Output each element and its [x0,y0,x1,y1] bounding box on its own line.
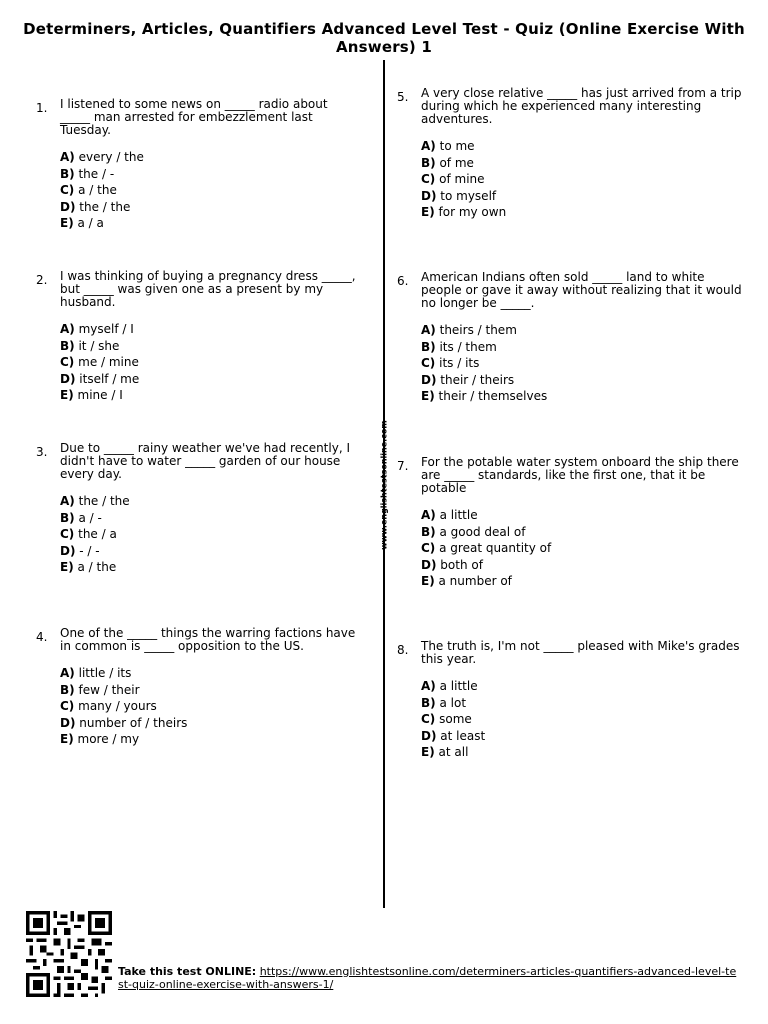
option-text: me / mine [78,355,139,369]
answer-option[interactable] [60,182,356,199]
option-letter: E) [421,574,435,588]
question-number: 1. [36,101,48,115]
option-text: a / the [78,183,117,197]
question-text: I listened to some news on _____ radio about _____ man arrested for embezzlement last Tuesday. [60,97,328,137]
answer-option[interactable] [421,540,742,557]
option-text: the / a [78,527,117,541]
option-letter: D) [421,188,437,203]
answer-option[interactable] [421,372,742,389]
question-text: For the potable water system onboard the ship there are _____ standards, like the first one, that it be potable [421,455,739,495]
answer-option[interactable] [60,215,356,232]
answer-options [60,665,356,748]
option-text: a good deal of [439,524,526,539]
option-letter: A) [60,494,75,508]
option-text: of me [439,155,474,170]
answer-options [421,138,742,221]
option-letter: D) [60,199,76,214]
answer-option[interactable] [421,188,742,205]
option-letter: C) [60,355,75,369]
answer-option[interactable] [60,371,356,388]
page-title: Determiners, Articles, Quantifiers Advanced Level Test - Quiz (Online Exercise With Answers) 1 [23,20,745,56]
option-letter: D) [60,715,76,730]
question-6 [397,271,742,405]
option-letter: D) [421,372,437,387]
question-number: 2. [36,273,48,287]
option-text: for my own [438,205,507,219]
answer-option[interactable] [60,698,356,715]
question-number: 4. [36,630,48,644]
option-letter: C) [421,356,436,370]
question-7 [397,456,742,590]
option-text: a little [439,508,478,522]
answer-option[interactable] [421,728,742,745]
option-letter: E) [421,745,435,759]
option-letter: C) [421,712,436,726]
option-letter: E) [421,389,435,403]
option-text: little / its [78,666,132,680]
option-letter: E) [60,732,74,746]
answer-options [60,321,356,404]
answer-option[interactable] [60,510,356,527]
question-text: Due to _____ rainy weather we've had recently, I didn't have to water _____ garden of our house every day. [60,441,350,481]
answer-option[interactable] [60,338,356,355]
answer-option[interactable] [421,171,742,188]
option-letter: B) [60,166,75,181]
option-letter: B) [421,339,436,354]
question-2 [36,270,356,404]
answer-option[interactable] [421,355,742,372]
option-text: the / the [78,494,130,508]
option-letter: B) [60,682,75,697]
answer-option[interactable] [60,526,356,543]
option-letter: A) [421,679,436,693]
option-text: few / their [78,682,140,697]
answer-option[interactable] [421,507,742,524]
option-text: some [439,712,472,726]
answer-option[interactable] [421,138,742,155]
question-5 [397,87,742,221]
option-text: myself / I [78,322,134,336]
option-text: many / yours [78,699,157,713]
answer-option[interactable] [60,559,356,576]
option-letter: C) [60,183,75,197]
option-letter: D) [421,557,437,572]
option-text: a / - [78,510,102,525]
answer-option[interactable] [60,715,356,732]
answer-options [421,322,742,405]
answer-option[interactable] [60,543,356,560]
option-text: the / - [78,166,115,181]
question-4 [36,627,356,748]
option-text: their / themselves [438,389,548,403]
question-number: 8. [397,643,409,657]
option-letter: C) [421,172,436,186]
option-text: a lot [439,695,467,710]
option-text: both of [440,557,483,572]
answer-option[interactable] [421,695,742,712]
option-letter: C) [60,527,75,541]
option-text: - / - [79,543,100,558]
answer-option[interactable] [60,199,356,216]
answer-option[interactable] [421,573,742,590]
answer-option[interactable] [60,493,356,510]
option-text: mine / I [77,388,123,402]
answer-option[interactable] [421,557,742,574]
answer-option[interactable] [60,321,356,338]
question-text: A very close relative _____ has just arrived from a trip during which he experienced many interesting adventures. [421,86,742,126]
option-letter: B) [421,524,436,539]
option-text: its / its [439,356,480,370]
option-letter: A) [60,666,75,680]
option-letter: B) [60,510,75,525]
answer-option[interactable] [421,744,742,761]
option-letter: A) [421,139,436,153]
option-text: a little [439,679,478,693]
answer-option[interactable] [421,678,742,695]
answer-option[interactable] [60,149,356,166]
option-text: to myself [440,188,497,203]
option-letter: D) [421,728,437,743]
option-letter: D) [60,371,76,386]
option-letter: E) [421,205,435,219]
option-text: at all [438,745,469,759]
answer-options [421,678,742,761]
answer-option[interactable] [421,339,742,356]
option-letter: D) [60,543,76,558]
option-letter: A) [421,323,436,337]
option-letter: B) [60,338,75,353]
option-text: a / a [77,216,104,230]
option-text: of mine [439,172,485,186]
answer-option[interactable] [60,731,356,748]
option-letter: E) [60,560,74,574]
option-text: a / the [77,560,117,574]
option-text: a number of [438,574,512,588]
option-text: to me [439,139,475,153]
answer-option[interactable] [60,665,356,682]
option-letter: C) [421,541,436,555]
option-text: itself / me [79,371,140,386]
option-text: more / my [77,732,140,746]
option-text: number of / theirs [79,715,188,730]
question-number: 3. [36,445,48,459]
option-text: their / theirs [440,372,515,387]
option-letter: E) [60,216,74,230]
question-text: American Indians often sold _____ land to white people or gave it away without realizing that it would no longer be _____. [421,270,742,310]
answer-option[interactable] [421,524,742,541]
question-number: 7. [397,459,409,473]
footer-label: Take this test ONLINE: [118,965,257,978]
answer-option[interactable] [421,155,742,172]
question-text: The truth is, I'm not _____ pleased with Mike's grades this year. [421,639,740,666]
option-letter: B) [421,155,436,170]
question-number: 5. [397,90,409,104]
answer-option[interactable] [60,166,356,183]
question-1 [36,98,356,232]
answer-option[interactable] [421,322,742,339]
option-text: every / the [78,150,144,164]
option-letter: A) [421,508,436,522]
question-number: 6. [397,274,409,288]
test-online-link[interactable]: https://www.englishtestsonline.com/determiners-articles-quantifiers-advanced-level-test-quiz-online-exercise-with-answers-1/ [118,965,737,991]
option-letter: A) [60,322,75,336]
answer-options [60,493,356,576]
option-letter: E) [60,388,74,402]
question-text: One of the _____ things the warring factions have in common is _____ opposition to the US. [60,626,356,653]
option-letter: C) [60,699,75,713]
answer-options [60,149,356,232]
question-3 [36,442,356,576]
option-letter: A) [60,150,75,164]
option-text: the / the [79,199,131,214]
answer-option[interactable] [421,204,742,221]
question-text: I was thinking of buying a pregnancy dress _____, but _____ was given one as a present by my husband. [60,269,356,309]
answer-option[interactable] [60,354,356,371]
option-text: theirs / them [439,323,517,337]
option-text: a great quantity of [439,541,552,555]
answer-option[interactable] [60,682,356,699]
side-watermark-text: www.englishtestsonline.com [379,420,389,550]
option-text: it / she [78,338,120,353]
answer-option[interactable] [421,388,742,405]
option-text: at least [440,728,486,743]
qr-code-icon [24,911,114,997]
answer-options [421,507,742,590]
question-8 [397,640,742,761]
footer [118,965,738,991]
option-text: its / them [439,339,497,354]
answer-option[interactable] [421,711,742,728]
answer-option[interactable] [60,387,356,404]
option-letter: B) [421,695,436,710]
